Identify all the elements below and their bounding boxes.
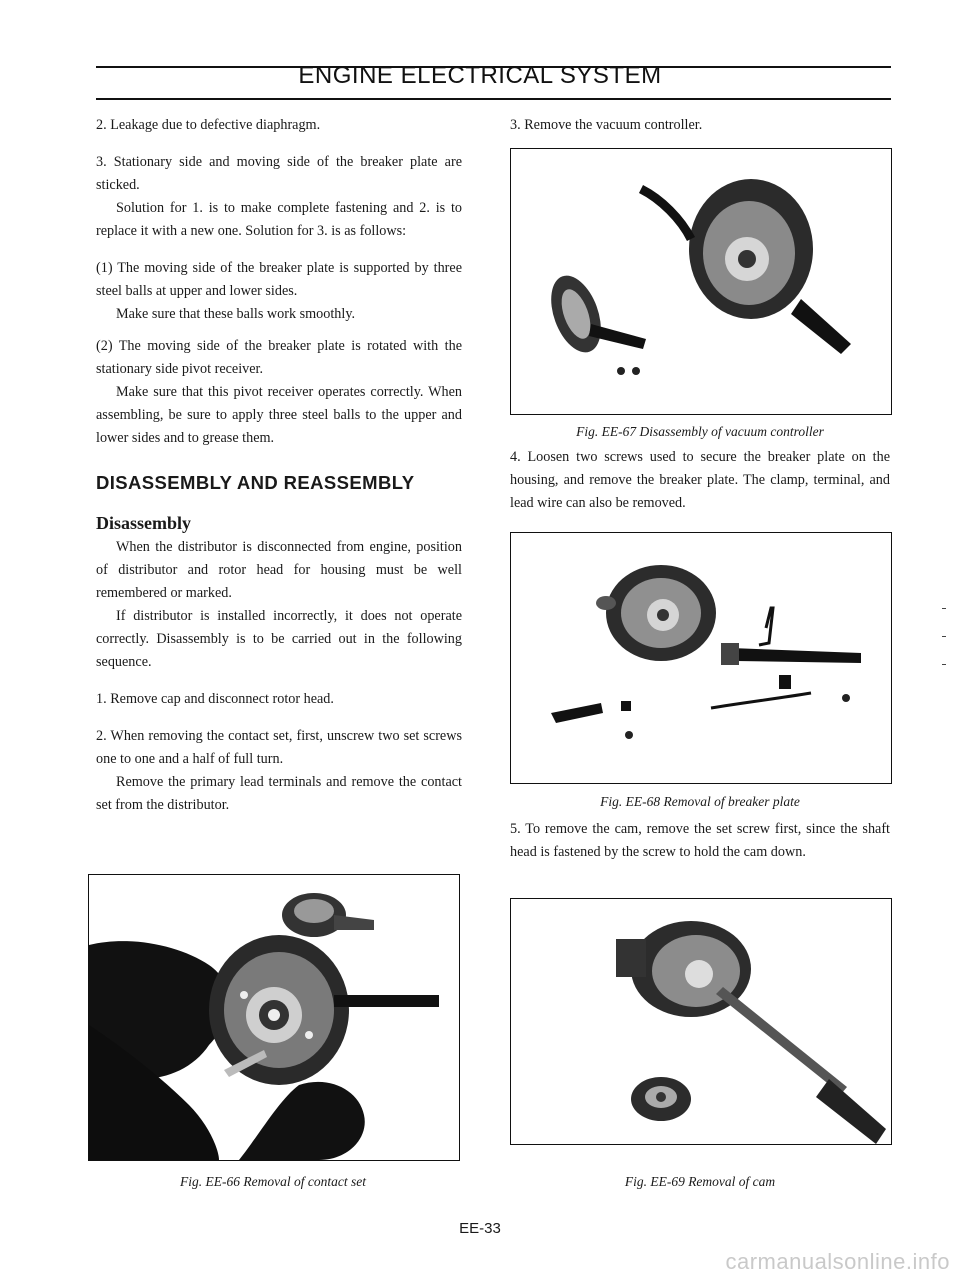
right-column-mid bbox=[510, 446, 890, 515]
page-number: EE-33 bbox=[459, 1220, 501, 1237]
watermark: carmanualsonline.info bbox=[725, 1249, 950, 1274]
paragraph: 3. Stationary side and moving side of the breaker plate are sticked. bbox=[96, 154, 462, 193]
figure-caption: Fig. EE-67 Disassembly of vacuum controller bbox=[576, 424, 824, 439]
paragraph: Solution for 1. is to make complete fastening and 2. is to replace it with a new one. Solution for 3. is as follows: bbox=[96, 200, 462, 239]
paragraph: 2. When removing the contact set, first, unscrew two set screws one to one and a half of full turn. bbox=[96, 728, 462, 767]
right-column-top bbox=[510, 114, 890, 137]
left-column bbox=[96, 114, 462, 817]
figure-ee68-photo bbox=[510, 532, 892, 784]
paragraph: 1. Remove cap and disconnect rotor head. bbox=[96, 691, 334, 707]
figure-caption: Fig. EE-68 Removal of breaker plate bbox=[600, 794, 800, 809]
figure-ee66-photo bbox=[88, 874, 460, 1161]
paragraph: Remove the primary lead terminals and remove the contact set from the distributor. bbox=[96, 774, 462, 813]
page-header-title: ENGINE ELECTRICAL SYSTEM bbox=[298, 62, 662, 89]
paragraph: (1) The moving side of the breaker plate is supported by three steel balls at upper and lower sides. bbox=[96, 260, 462, 299]
figure-caption: Fig. EE-69 Removal of cam bbox=[624, 1174, 776, 1189]
paragraph: 3. Remove the vacuum controller. bbox=[510, 117, 703, 133]
subsection-heading: Disassembly bbox=[96, 513, 192, 533]
figure-ee67-photo bbox=[510, 148, 892, 415]
paragraph: 4. Loosen two screws used to secure the breaker plate on the housing, and remove the breaker plate. The clamp, terminal, and lead wire can also be removed. bbox=[510, 449, 890, 511]
section-heading: DISASSEMBLY AND REASSEMBLY bbox=[96, 472, 415, 493]
paragraph: 5. To remove the cam, remove the set screw first, since the shaft head is fastened by the screw to hold the cam down. bbox=[510, 821, 890, 860]
paragraph: (2) The moving side of the breaker plate is rotated with the stationary side pivot receiver. bbox=[96, 338, 462, 377]
paragraph: If distributor is installed incorrectly, it does not operate correctly. Disassembly is to be carried out in the following sequence. bbox=[96, 608, 462, 670]
margin-mark bbox=[942, 664, 946, 665]
figure-ee69-photo bbox=[510, 898, 892, 1145]
right-column-lower bbox=[510, 818, 890, 864]
margin-mark bbox=[942, 608, 946, 609]
paragraph: Make sure that this pivot receiver operates correctly. When assembling, be sure to apply three steel balls to the upper and lower sides and to grease them. bbox=[96, 384, 462, 446]
margin-mark bbox=[942, 636, 946, 637]
paragraph: 2. Leakage due to defective diaphragm. bbox=[96, 117, 321, 133]
figure-caption: Fig. EE-66 Removal of contact set bbox=[180, 1174, 366, 1189]
header-rule-bottom bbox=[96, 98, 891, 100]
paragraph: When the distributor is disconnected from engine, position of distributor and rotor head for housing must be well remembered or marked. bbox=[96, 539, 462, 601]
paragraph: Make sure that these balls work smoothly. bbox=[116, 306, 356, 322]
